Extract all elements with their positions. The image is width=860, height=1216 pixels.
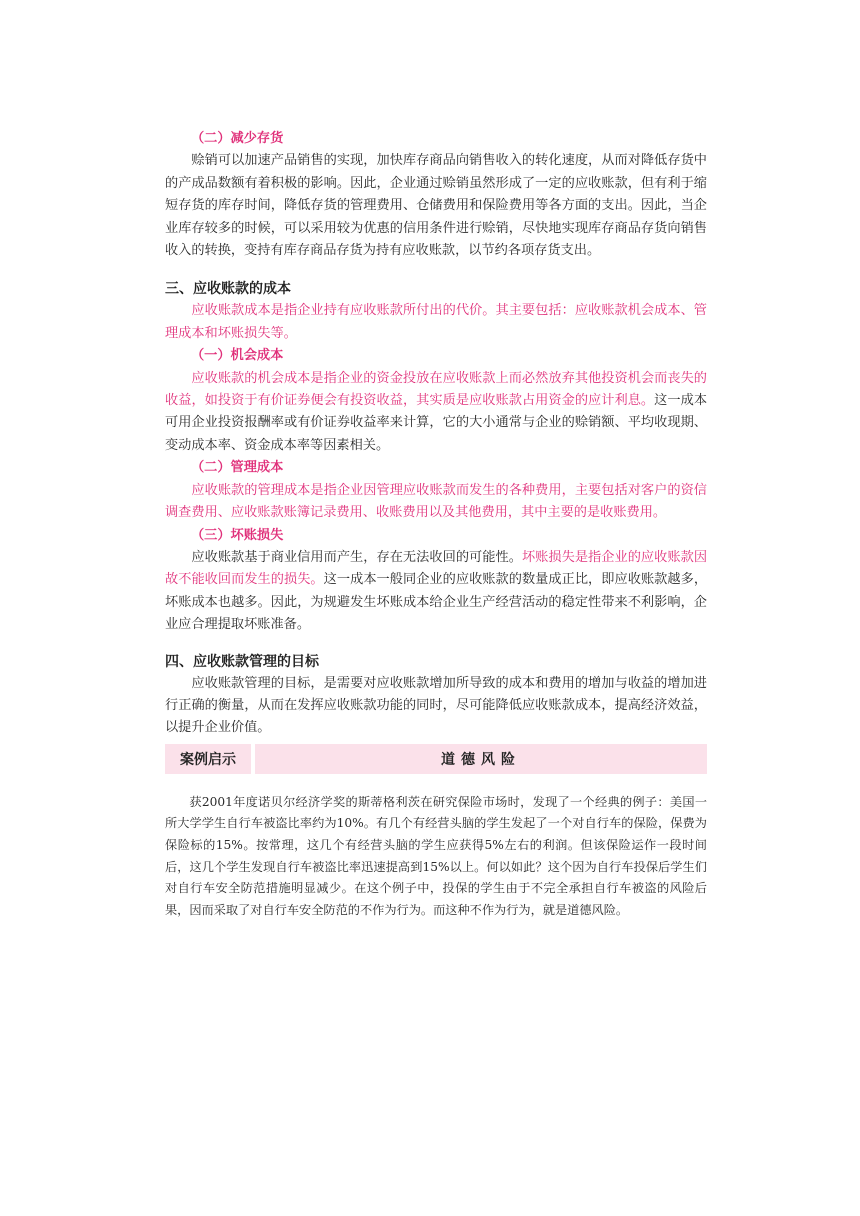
heading-management-goal: 四、应收账款管理的目标 xyxy=(165,653,319,670)
case-study-body: 获2001年度诺贝尔经济学奖的斯蒂格利茨在研究保险市场时，发现了一个经典的例子：美国一所大学学生自行车被盗比率约为10%。有几个有经营头脑的学生发起了一个对自行车的保险，保费为保险标的15%。按常理，这几个有经营头脑的学生应获得5%左右的利润。但该保险运作一段时间后，这几个学生发现自行车被盗比率迅速提高到15%以上。何以如此？这个因为自行车投保后学生们对自行车安全防范措施明显减少。在这个例子中，投保的学生由于不完全承担自行车被盗的风险后果，因而采取了对自行车安全防范的不作为行为。而这种不作为行为，就是道德风险。 xyxy=(165,794,707,917)
subheading-management-cost: （二）管理成本 xyxy=(191,460,284,476)
paragraph-management-goal: 应收账款管理的目标，是需要对应收账款增加所导致的成本和费用的增加与收益的增加进行正确的衡量，从而在发挥应收账款功能的同时，尽可能降低应收账款成本，提高经济效益，以提升企业价值。 xyxy=(165,675,707,736)
bad-debt-origin: 应收账款基于商业信用而产生，存在无法收回的可能性。 xyxy=(191,549,522,565)
subheading-opportunity-cost: （一）机会成本 xyxy=(191,348,284,364)
subheading-bad-debt: （三）坏账损失 xyxy=(191,527,284,543)
case-study-title: 道德风险 xyxy=(441,751,521,768)
page-content xyxy=(165,128,707,921)
case-study-tag: 案例启示 xyxy=(165,744,255,774)
paragraph-bad-debt xyxy=(165,547,707,637)
paragraph-management-cost: 应收账款的管理成本是指企业因管理应收账款而发生的各种费用，主要包括对客户的资信调查费用、应收账款账簿记录费用、收账费用以及其他费用，其中主要的是收账费用。 xyxy=(165,482,707,521)
case-study-banner xyxy=(165,744,707,774)
paragraph-reduce-inventory: 赊销可以加速产品销售的实现，加快库存商品向销售收入的转化速度，从而对降低存货中的产成品数额有着积极的影响。因此，企业通过赊销虽然形成了一定的应收账款，但有利于缩短存货的库存时间，降低存货的管理费用、仓储费用和保险费用等各方面的支出。因此，当企业库存较多的时候，可以采用较为优惠的信用条件进行赊销，尽快地实现库存商品存货向销售收入的转换，变持有库存商品存货为持有应收账款，以节约各项存货支出。 xyxy=(165,153,707,259)
paragraph-cost-intro: 应收账款成本是指企业持有应收账款所付出的代价。其主要包括：应收账款机会成本、管理成本和坏账损失等。 xyxy=(165,303,707,341)
heading-receivables-cost: 三、应收账款的成本 xyxy=(165,281,291,298)
opportunity-cost-definition: 应收账款的机会成本是指企业的资金投放在应收账款上而必然放弃其他投资机会而丧失的收益，如投资于有价证券便会有投资收益，其实质是应收账款占用资金的应计利息。 xyxy=(165,370,707,409)
subheading-reduce-inventory: （二）减少存货 xyxy=(191,131,284,146)
opportunity-cost-detail: 这一成本可用企业投资报酬率或有价证券收益率来计算，它的大小通常与企业的赊销额、平均收现期、变动成本率、资金成本率等因素相关。 xyxy=(165,393,708,453)
bad-debt-definition: 坏账损失是指企业的应收账款因故不能收回而发生的损失。 xyxy=(165,549,708,588)
bad-debt-detail: 这一成本一般同企业的应收账款的数量成正比，即应收账款越多，坏账成本也越多。因此，为规避发生坏账成本给企业生产经营活动的稳定性带来不利影响，企业应合理提取坏账准备。 xyxy=(165,572,708,633)
paragraph-opportunity-cost xyxy=(165,368,707,458)
